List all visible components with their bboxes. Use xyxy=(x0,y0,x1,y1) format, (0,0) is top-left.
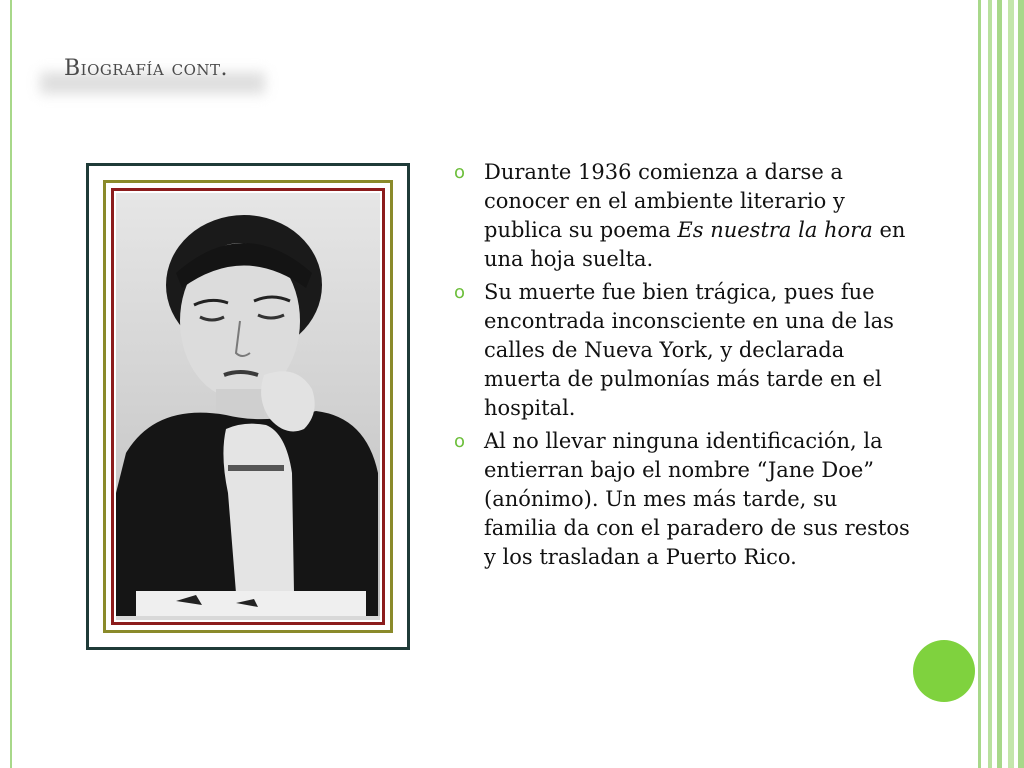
portrait-frame xyxy=(86,163,410,650)
bullet-text: Al no llevar ninguna identificación, la entierran bajo el nombre “Jane Doe” (anónimo). Un mes más tarde, su familia da con el paradero de sus restos y los trasladan a Puerto Rico. xyxy=(484,429,910,569)
bullet-text: Durante 1936 comienza a darse a conocer en el ambiente literario y publica su poema xyxy=(484,160,845,242)
right-stripe xyxy=(997,0,1002,768)
portrait-photo-icon xyxy=(116,193,380,616)
right-stripe xyxy=(1018,0,1024,768)
right-stripe xyxy=(988,0,992,768)
bullet-marker-icon: o xyxy=(454,162,466,183)
poem-title: Es nuestra la hora xyxy=(677,218,873,242)
portrait-frame-red xyxy=(111,188,385,625)
bullet-text: Su muerte fue bien trágica, pues fue encontrada inconsciente en una de las calles de Nueva York, y declarada muerta de pulmonías más tarde en el hospital. xyxy=(484,280,894,420)
right-stripe xyxy=(1008,0,1014,768)
list-item xyxy=(452,427,912,572)
bullet-marker-icon: o xyxy=(454,282,466,303)
list-item xyxy=(452,278,912,423)
bullet-list xyxy=(452,158,912,576)
decorative-dot-icon xyxy=(913,640,975,702)
bullet-text: en una hoja suelta. xyxy=(484,218,906,271)
slide-title: Biografía cont. xyxy=(64,56,229,81)
portrait-frame-gold xyxy=(103,180,393,633)
portrait-photo xyxy=(116,193,380,620)
list-item xyxy=(452,158,912,274)
right-stripe xyxy=(978,0,981,768)
left-rule xyxy=(10,0,12,768)
bullet-marker-icon: o xyxy=(454,431,466,452)
